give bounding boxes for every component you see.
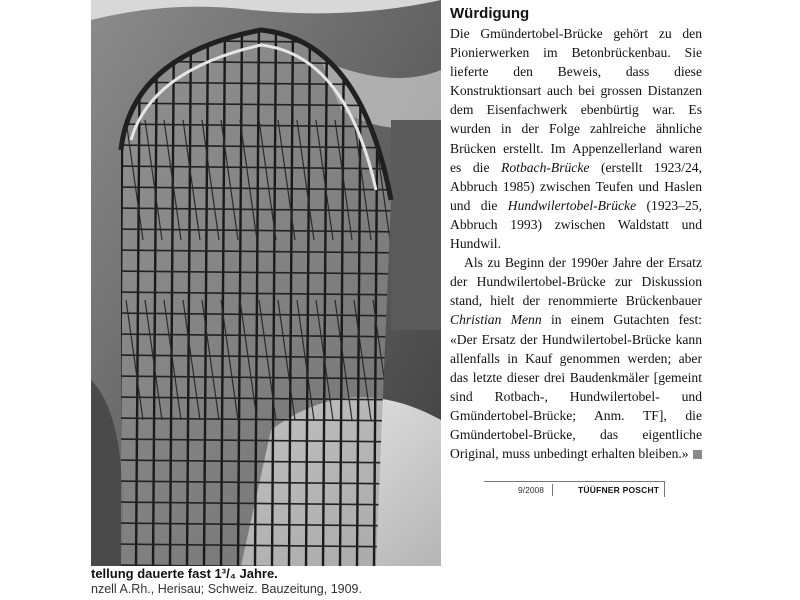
paragraph-1 (450, 24, 702, 253)
christian-menn-name: Christian Menn (450, 312, 542, 328)
paragraph-2 (450, 253, 702, 463)
paragraph-1-text-a: Die Gmündertobel-Brücke gehört zu den Pionierwerken im Betonbrückenbau. Sie lieferte den Beweis, dass diese Konstruktionsart auch bei grossen Distanzen dem Eisenfachwerk ebenbürtig war. Es wurden in der Folge zahlreiche ähnliche Brücken erstellt. Im Appenzellerland waren es die (450, 26, 702, 175)
photo-caption-line-2: nzell A.Rh., Herisau; Schweiz. Bauzeitung, 1909. (91, 582, 362, 596)
paragraph-1-text-c: (1923–25, Abbruch 1993) zwischen Waldstatt und Hundwil. (450, 197, 703, 252)
bridge-construction-photo (91, 0, 441, 566)
publication-name: TÜÜFNER POSCHT (578, 485, 660, 495)
article-column (450, 4, 702, 463)
hundwilertobel-bridge-name: Hundwilertobel-Brücke (507, 197, 637, 213)
paragraph-1-text-b: (erstellt 1923/24, Abbruch 1985) zwischen Teufen und Haslen und die (450, 159, 702, 213)
scaffolding-image (91, 0, 441, 566)
page-footer (484, 481, 665, 497)
footer-separator (552, 484, 553, 496)
article-end-mark (693, 450, 702, 459)
rotbach-bridge-name: Rotbach-Brücke (501, 159, 590, 175)
paragraph-2-text-a: Als zu Beginn der 1990er Jahre der Ersatz der Hundwilertobel-Brücke zur Diskussion stand, hielt der renommierte Brückenbauer (450, 255, 702, 309)
issue-number: 9/2008 (518, 485, 544, 495)
abutment-pier (391, 120, 441, 330)
section-heading: Würdigung (450, 5, 530, 22)
paragraph-2-text-b: in einem Gutachten fest: «Der Ersatz der Hundwilertobel-Brücke kann allenfalls in Kauf genommen werden; aber das letzte dieser drei Baudenkmäler [gemeint sind Rotbach-, Hundwilertobel- und Gmündertobel-Brücke; Anm. TF], die Gmündertobel-Brücke, das eigentliche Original, muss unbedingt erhalten bleiben.» (450, 312, 703, 462)
photo-caption-line-1: tellung dauerte fast 1³/₄ Jahre. (91, 566, 278, 581)
